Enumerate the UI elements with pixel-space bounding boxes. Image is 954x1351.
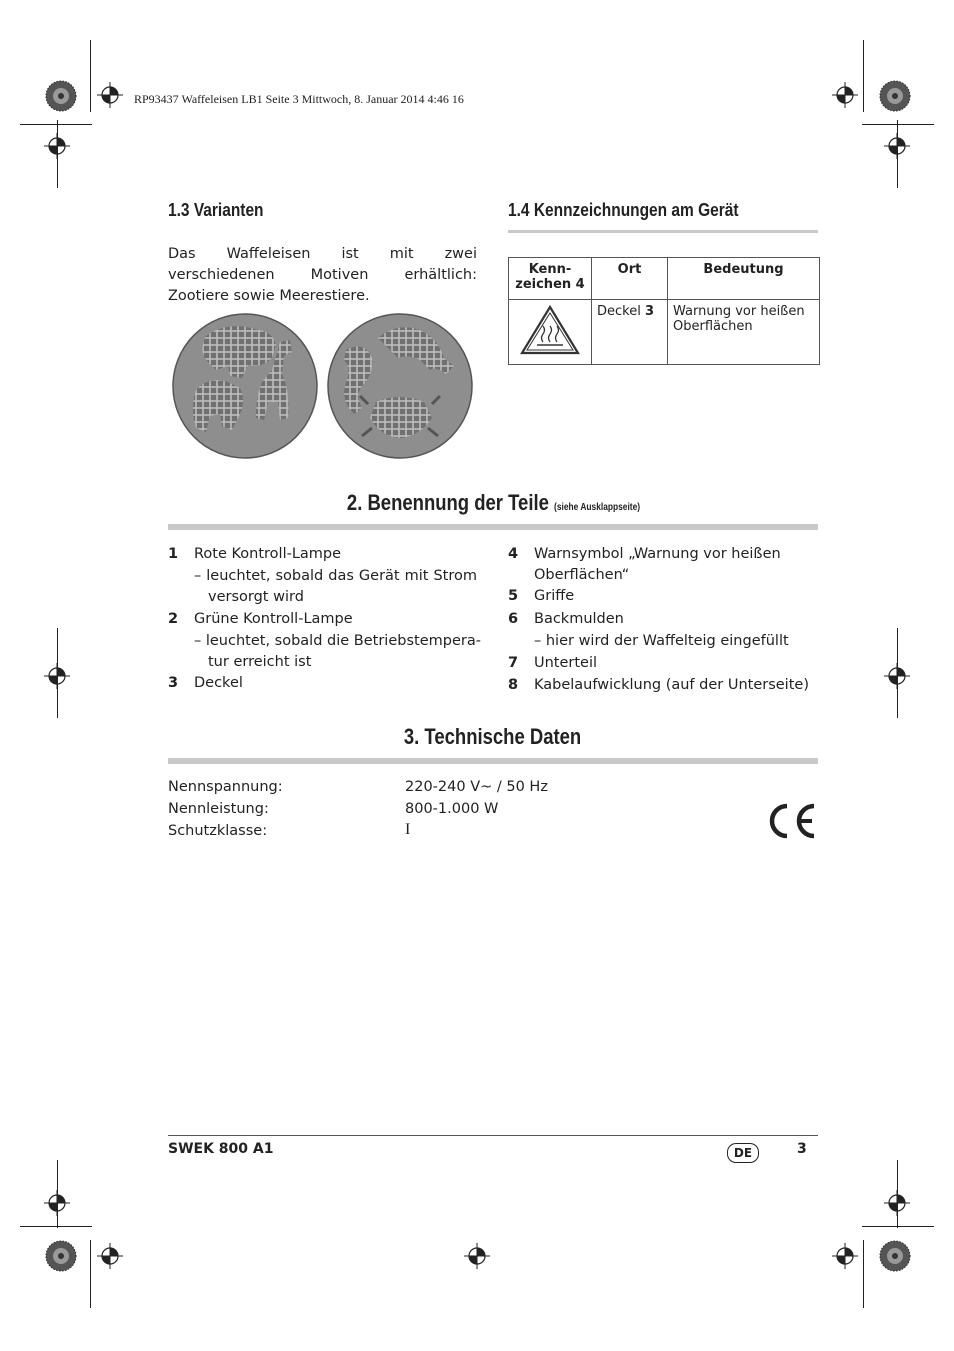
tech-value: I (405, 821, 411, 838)
tech-value: 800-1.000 W (405, 801, 499, 817)
tech-label: Nennleistung: (168, 801, 269, 817)
waffle-variants (168, 310, 484, 460)
page-number: 3 (797, 1141, 807, 1157)
item-label-cont: Oberflächen“ (534, 567, 630, 583)
item-number: 1 (168, 546, 179, 562)
item-label: Kabelaufwicklung (auf der Unterseite) (534, 677, 809, 693)
item-sub: – leuchtet, sobald das Gerät mit Strom (194, 568, 477, 584)
footer-rule (168, 1135, 818, 1136)
item-label: Warnsymbol „Warnung vor heißen (534, 546, 781, 562)
markings-table (508, 257, 820, 365)
item-label: Unterteil (534, 655, 598, 671)
waffle-zoo-image (173, 314, 317, 458)
tech-heading-wrap (168, 724, 818, 750)
item-label: Griffe (534, 588, 575, 604)
parts-heading-wrap (168, 490, 818, 516)
tech-label: Schutzklasse: (168, 823, 268, 839)
variants-text: Das Waffeleisen ist mit zwei verschiedenen Motiven erhältlich: Zootiere sowie Meerestiere. (168, 246, 477, 304)
col-mark-header: Kenn-zeichen 4 (509, 258, 592, 300)
item-number: 8 (508, 677, 519, 693)
item-number: 4 (508, 546, 519, 562)
tech-label: Nennspannung: (168, 779, 283, 795)
location-text: Deckel (597, 304, 641, 319)
markings-rule (508, 230, 818, 233)
item-number: 6 (508, 611, 519, 627)
item-number: 2 (168, 611, 179, 627)
item-number: 5 (508, 588, 519, 604)
col-meaning-header: Bedeutung (668, 258, 820, 300)
meaning-cell: Warnung vor heißen Oberflächen (668, 300, 820, 365)
item-sub: – leuchtet, sobald die Betriebstempera- (194, 633, 481, 649)
item-label: Rote Kontroll-Lampe (194, 546, 342, 562)
variants-heading: 1.3 Varianten (168, 200, 264, 220)
item-sub: – hier wird der Waffelteig eingefüllt (534, 633, 789, 649)
item-sub: tur erreicht ist (208, 654, 312, 670)
tech-value: 220-240 V~ / 50 Hz (405, 779, 548, 795)
footer-model: SWEK 800 A1 (168, 1141, 274, 1157)
item-label: Grüne Kontroll-Lampe (194, 611, 353, 627)
hot-surface-cell (509, 300, 592, 365)
location-num: 3 (644, 304, 655, 319)
hot-surface-warning-icon (519, 304, 581, 356)
parts-heading-note: (siehe Ausklappseite) (553, 502, 640, 513)
item-label: Backmulden (534, 611, 624, 627)
item-number: 3 (168, 675, 179, 691)
item-label: Deckel (194, 675, 243, 691)
tech-heading: 3. Technische Daten (404, 724, 582, 749)
print-header: RP93437 Waffeleisen LB1 Seite 3 Mittwoch, 8. Januar 2014 4:46 16 (134, 92, 464, 106)
parts-heading (346, 490, 639, 516)
item-number: 7 (508, 655, 519, 671)
location-cell (592, 300, 668, 365)
parts-rule (168, 524, 818, 530)
tech-rule (168, 758, 818, 764)
language-badge: DE (727, 1143, 759, 1163)
ce-mark-icon (766, 802, 818, 840)
markings-heading: 1.4 Kennzeichnungen am Gerät (508, 200, 739, 220)
parts-heading-text: 2. Benennung der Teile (346, 490, 549, 515)
item-sub: versorgt wird (208, 589, 304, 605)
col-location-header: Ort (592, 258, 668, 300)
waffle-sea-image (328, 314, 472, 458)
